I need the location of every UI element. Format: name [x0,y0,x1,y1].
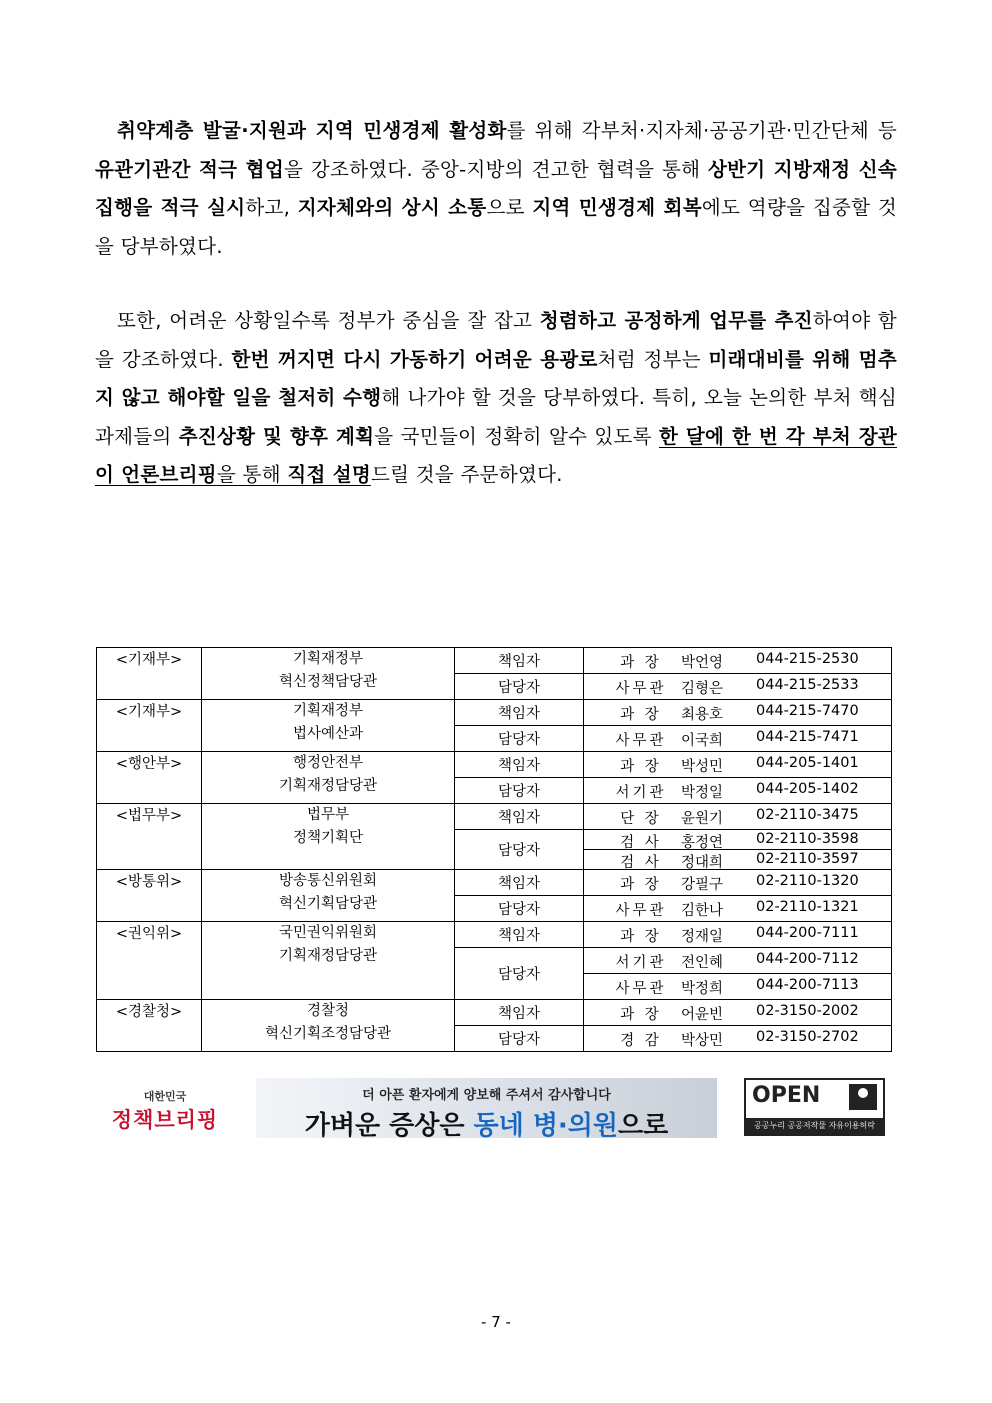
role-cell: 책임자 [455,700,584,726]
person-cell: 서기관 전인혜 044-200-7112 [584,948,892,974]
role-cell: 담당자 [455,778,584,804]
org-cell: <권익위> [97,922,202,1000]
table-row [97,1000,892,1026]
dept-cell: 경찰청 혁신기획조정담당관 [202,1000,455,1052]
campaign-banner: 더 아픈 환자에게 양보해 주셔서 감사합니다 가벼운 증상은 동네 병·의원으로 [256,1078,717,1138]
emphasis: 청렴하고 공정하게 업무를 추진 [539,309,813,332]
dept-cell: 법무부 정책기획단 [202,804,455,870]
dept-cell: 방송통신위원회 혁신기획담당관 [202,870,455,922]
org-cell: <기재부> [97,700,202,752]
person-cell: 경 감 박상민 02-3150-2702 [584,1026,892,1052]
emphasis: 상반기 지방재정 신속집행을 적극 실시 [95,157,897,219]
person-cell: 과 장 정재일 044-200-7111 [584,922,892,948]
person-cell: 사무관 김형은 044-215-2533 [584,674,892,700]
org-cell: <경찰청> [97,1000,202,1052]
table-row [97,648,892,674]
person-cell: 서기관 박정일 044-205-1402 [584,778,892,804]
emphasis: 유관기관간 적극 협업 [95,157,284,181]
role-cell: 담당자 [455,674,584,700]
person-cell: 과 장 최용호 044-215-7470 [584,700,892,726]
emphasis: 지역 민생경제 회복 [532,196,702,219]
org-cell: <방통위> [97,870,202,922]
table-row [97,804,892,830]
person-cell: 단 장 윤원기 02-2110-3475 [584,804,892,830]
person-cell: 과 장 어윤빈 02-3150-2002 [584,1000,892,1026]
dept-cell: 기획재정부 혁신정책담당관 [202,648,455,700]
role-cell: 책임자 [455,922,584,948]
table-row [97,752,892,778]
emphasis: 미래대비를 위해 멈추지 않고 해야할 일을 철저히 수행 [95,347,897,409]
org-cell: <행안부> [97,752,202,804]
role-cell: 담당자 [455,1026,584,1052]
person-cell: 사무관 이국희 044-215-7471 [584,726,892,752]
table-row [97,700,892,726]
person-cell: 과 장 박성민 044-205-1401 [584,752,892,778]
role-cell: 책임자 [455,752,584,778]
emphasis: 취약계층 발굴·지원과 지역 민생경제 활성화 [117,119,507,142]
person-cell: 과 장 박언영 044-215-2530 [584,648,892,674]
policy-briefing-logo: 대한민국 정책브리핑 [111,1090,219,1132]
role-cell: 담당자 [455,896,584,922]
dept-cell: 기획재정부 법사예산과 [202,700,455,752]
person-cell: 과 장 강필구 02-2110-1320 [584,870,892,896]
emphasis: 한번 꺼지면 다시 가동하기 어려운 용광로 [231,347,598,371]
paragraph-1: 취약계층 발굴·지원과 지역 민생경제 활성화를 위해 각부처·지자체·공공기관·민간단체 등 유관기관간 적극 협업을 강조하였다. 중앙-지방의 견고한 협력을 통해 상반기 지방재정 신속집행을 적극 실시하고, 지자체와의 상시 소통으로 지역 민생경제 회복에도 역량을 집중할 것을 당부하였다. [95,119,898,258]
table-row [97,870,892,896]
org-cell: <기재부> [97,648,202,700]
emphasis: 지자체와의 상시 소통 [297,196,487,219]
person-cell: 검 사 정대희 02-2110-3597 [584,850,892,870]
person-icon [849,1084,877,1110]
dept-cell: 국민권익위원회 기획재정담당관 [202,922,455,1000]
emphasis-underlined: 직접 설명 [287,463,371,486]
role-cell: 책임자 [455,1000,584,1026]
person-cell: 사무관 김한나 02-2110-1321 [584,896,892,922]
open-license-logo: OPEN 공공누리 공공저작물 자유이용허락 [744,1078,885,1136]
dept-cell: 행정안전부 기획재정담당관 [202,752,455,804]
role-cell: 담당자 [455,948,584,1000]
role-cell: 책임자 [455,648,584,674]
org-cell: <법무부> [97,804,202,870]
emphasis: 추진상황 및 향후 계획 [178,424,375,448]
person-cell: 검 사 홍정연 02-2110-3598 [584,830,892,850]
emphasis-underlined: 한 달에 한 번 각 부처 장관이 언론브리핑 [95,424,898,486]
person-cell: 사무관 박정희 044-200-7113 [584,974,892,1000]
page-number: - 7 - [481,1313,511,1331]
paragraph-2: 또한, 어려운 상황일수록 정부가 중심을 잘 잡고 청렴하고 공정하게 업무를 추진하여야 함을 강조하였다. 한번 꺼지면 다시 가동하기 어려운 용광로처럼 정부는 미래대비를 위해 멈추지 않고 해야할 일을 철저히 수행해 나가야 할 것을 당부하였다. 특히, 오늘 논의한 부처 핵심과제들의 추진상황 및 향후 계획을 국민들이 정확히 알수 있도록 한 달에 한 번 각 부처 장관이 언론브리핑을 통해 직접 설명드릴 것을 주문하였다. [95,309,898,486]
role-cell: 책임자 [455,804,584,830]
contact-table [96,647,892,1052]
role-cell: 책임자 [455,870,584,896]
role-cell: 담당자 [455,726,584,752]
table-row [97,922,892,948]
role-cell: 담당자 [455,830,584,870]
